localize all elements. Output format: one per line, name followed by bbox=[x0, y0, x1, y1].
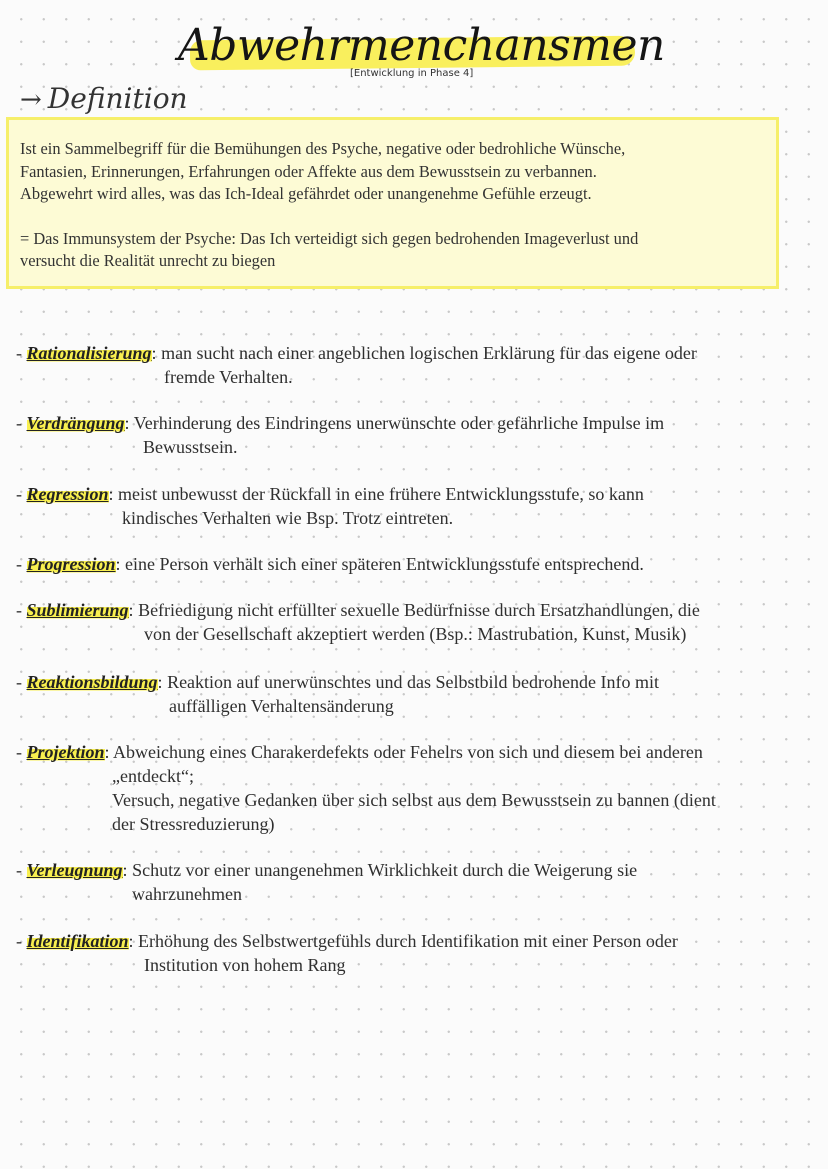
term-label: Regression bbox=[26, 484, 109, 504]
term-text: Erhöhung des Selbstwertgefühls durch Identifikation mit einer Person oder bbox=[133, 931, 678, 951]
term-continuation: auffälligen Verhaltensänderung bbox=[169, 696, 394, 716]
definition-line: Fantasien, Erinnerungen, Erfahrungen oder Affekte aus dem Bewusstsein zu verbannen. bbox=[20, 161, 597, 181]
arrow-right-icon: → bbox=[20, 85, 42, 115]
term-projektion bbox=[16, 740, 716, 836]
definition-heading-text: Definition bbox=[47, 82, 188, 115]
page-title: Abwehrmenchansmen bbox=[178, 20, 665, 71]
term-colon: : bbox=[115, 554, 121, 574]
term-label: Identifikation bbox=[26, 931, 129, 951]
term-dash: - bbox=[16, 672, 27, 692]
term-label: Progression bbox=[26, 554, 116, 574]
term-continuation: von der Gesellschaft akzeptiert werden (Bsp.: Mastrubation, Kunst, Musik) bbox=[144, 624, 687, 644]
term-verleugnung bbox=[16, 858, 637, 906]
term-progression bbox=[16, 552, 644, 576]
term-text: Schutz vor einer unangenehmen Wirklichkeit durch die Weigerung sie bbox=[127, 860, 638, 880]
term-colon: : bbox=[124, 413, 130, 433]
term-label: Verleugnung bbox=[26, 860, 123, 880]
term-dash: - bbox=[16, 343, 27, 363]
term-verdraengung bbox=[16, 411, 664, 459]
term-dash: - bbox=[16, 931, 27, 951]
term-label: Reaktionsbildung bbox=[26, 672, 158, 692]
term-continuation: „entdeckt“; bbox=[112, 766, 194, 786]
term-label: Rationalisierung bbox=[26, 343, 152, 363]
term-text: eine Person verhält sich einer späteren Entwicklungsstufe entsprechend. bbox=[120, 554, 644, 574]
term-identifikation bbox=[16, 929, 678, 977]
term-continuation: Versuch, negative Gedanken über sich selbst aus dem Bewusstsein zu bannen (dient bbox=[112, 790, 716, 810]
term-colon: : bbox=[128, 931, 134, 951]
term-text: Abweichung eines Charakerdefekts oder Fehelrs von sich und diesem bei anderen bbox=[109, 742, 703, 762]
page-subtitle: [Entwicklung in Phase 4] bbox=[350, 68, 474, 79]
term-colon: : bbox=[108, 484, 114, 504]
term-sublimierung bbox=[16, 598, 700, 646]
term-colon: : bbox=[157, 672, 163, 692]
term-dash: - bbox=[16, 742, 27, 762]
term-dash: - bbox=[16, 860, 27, 880]
definition-line: Ist ein Sammelbegriff für die Bemühungen des Psyche, negative oder bedrohliche Wünsche, bbox=[20, 139, 626, 158]
term-continuation: kindisches Verhalten wie Bsp. Trotz eintreten. bbox=[122, 508, 454, 528]
term-text: Befriedigung nicht erfüllter sexuelle Bedürfnisse durch Ersatzhandlungen, die bbox=[133, 600, 700, 620]
term-colon: : bbox=[122, 860, 128, 880]
term-label: Verdrängung bbox=[26, 413, 125, 433]
term-text: man sucht nach einer angeblichen logischen Erklärung für das eigene oder bbox=[156, 343, 697, 363]
term-colon: : bbox=[151, 343, 157, 363]
definition-line: versucht die Realität unrecht zu biegen bbox=[20, 251, 276, 270]
term-dash: - bbox=[16, 554, 27, 574]
term-continuation: der Stressreduzierung) bbox=[112, 814, 275, 834]
term-text: Verhinderung des Eindringens unerwünschte oder gefährliche Impulse im bbox=[129, 413, 665, 433]
definition-line: Abgewehrt wird alles, was das Ich-Ideal gefährdet oder unangenehme Gefühle erzeugt. bbox=[20, 184, 592, 203]
definition-box bbox=[6, 117, 779, 289]
term-regression bbox=[16, 482, 644, 530]
term-dash: - bbox=[16, 600, 27, 620]
term-label: Sublimierung bbox=[26, 600, 129, 620]
term-continuation: wahrzunehmen bbox=[132, 884, 242, 904]
term-continuation: fremde Verhalten. bbox=[164, 367, 293, 387]
term-colon: : bbox=[104, 742, 110, 762]
term-continuation: Institution von hohem Rang bbox=[144, 955, 346, 975]
term-dash: - bbox=[16, 484, 27, 504]
term-colon: : bbox=[128, 600, 134, 620]
term-dash: - bbox=[16, 413, 27, 433]
term-text: Reaktion auf unerwünschtes und das Selbstbild bedrohende Info mit bbox=[162, 672, 659, 692]
term-reaktionsbildung bbox=[16, 670, 659, 718]
term-label: Projektion bbox=[26, 742, 105, 762]
term-rationalisierung bbox=[16, 341, 697, 389]
term-continuation: Bewusstsein. bbox=[143, 437, 238, 457]
definition-heading bbox=[20, 82, 188, 115]
term-text: meist unbewusst der Rückfall in eine frühere Entwicklungsstufe, so kann bbox=[113, 484, 644, 504]
definition-line: = Das Immunsystem der Psyche: Das Ich verteidigt sich gegen bedrohenden Imageverlust und bbox=[20, 228, 639, 248]
